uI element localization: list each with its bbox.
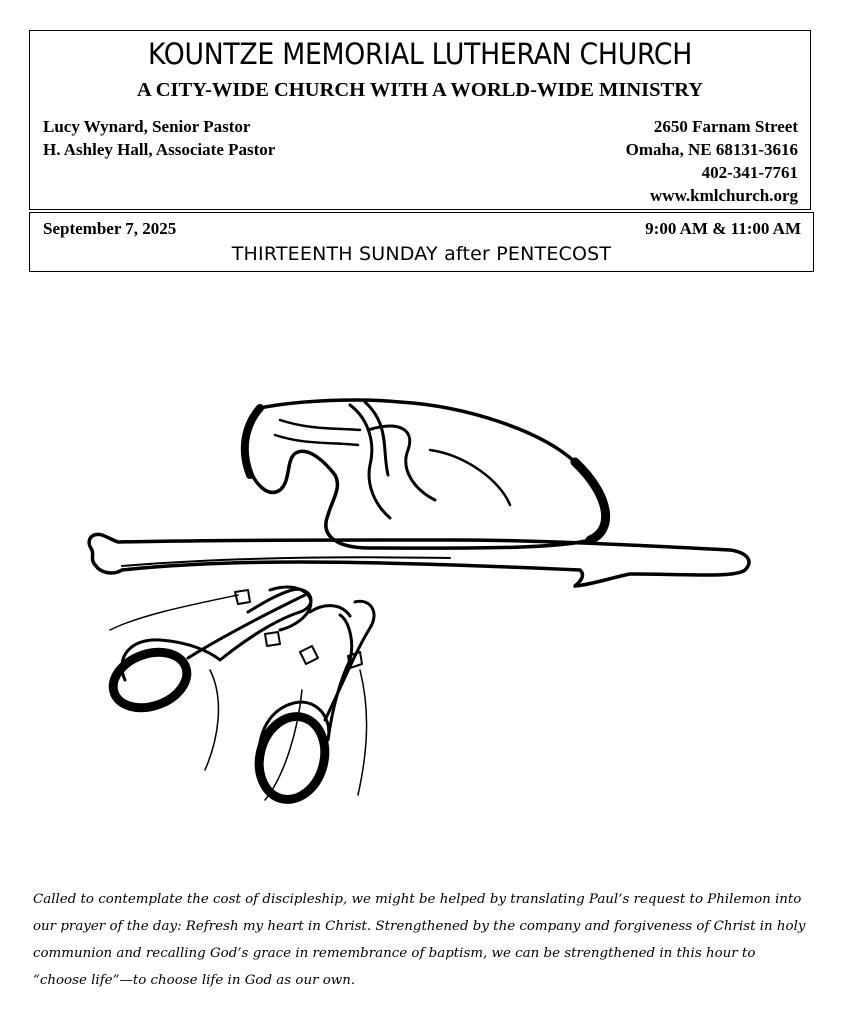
street-address: 2650 Farnam Street <box>653 117 798 136</box>
church-header <box>29 30 811 210</box>
associate-pastor: H. Ashley Hall, Associate Pastor <box>43 140 276 159</box>
senior-pastor: Lucy Wynard, Senior Pastor <box>43 117 251 136</box>
website: www.kmlchurch.org <box>650 186 798 205</box>
prayer-of-the-day-text: Called to contemplate the cost of discipleship, we might be helped by translating Paul’s request to Philemon into our prayer of the day: Refresh my heart in Christ. Strengthened by the company and forgiveness of Christ in holy communion and recalling God’s grace in remembrance of baptism, we can be strengthened in this hour to “choose life”—to choose life in God as our own. <box>33 892 806 988</box>
church-tagline: A CITY-WIDE CHURCH WITH A WORLD-WIDE MINISTRY <box>136 79 704 101</box>
church-address <box>626 115 798 207</box>
bundle-on-stick-and-sandals-icon <box>70 390 770 810</box>
service-info-box <box>29 212 814 272</box>
service-date: September 7, 2025 <box>43 219 177 238</box>
city-state-zip: Omaha, NE 68131-3616 <box>625 140 798 159</box>
liturgical-day: THIRTEENTH SUNDAY after PENTECOST <box>231 243 612 265</box>
phone-number: 402-341-7761 <box>701 163 798 182</box>
church-name: KOUNTZE MEMORIAL LUTHERAN CHURCH <box>147 37 693 71</box>
pastor-list <box>43 115 275 161</box>
service-times: 9:00 AM & 11:00 AM <box>645 219 801 238</box>
